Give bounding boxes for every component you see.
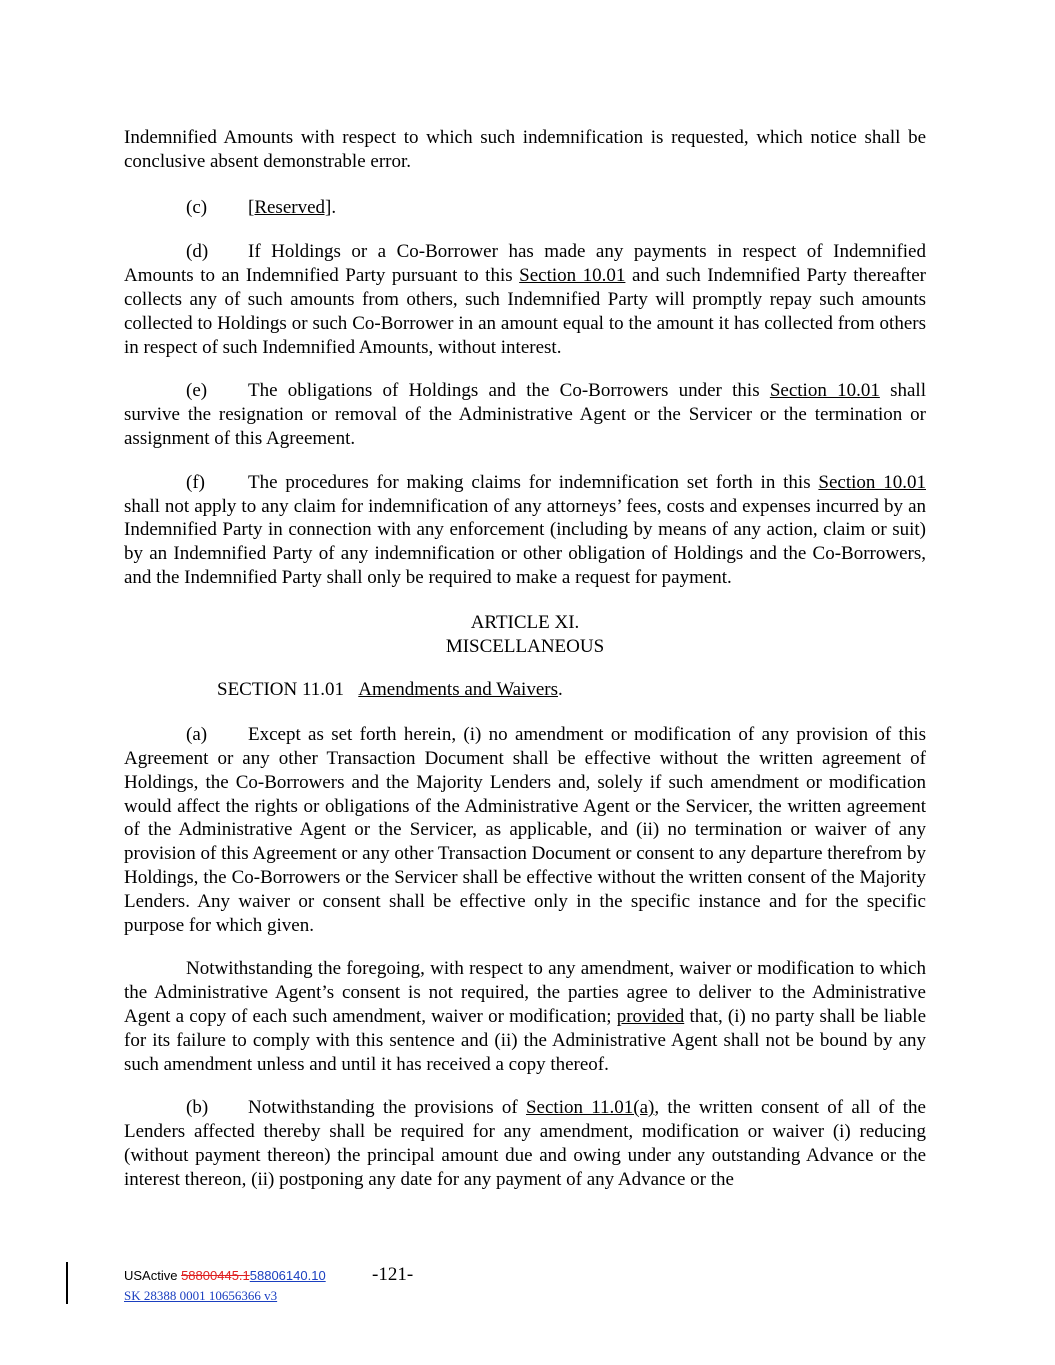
clause-label: (e) (186, 380, 208, 402)
clause-e: (e) The obligations of Holdings and the Co-Borrowers under this Section 10.01 shall survive the resignation or removal of the Administrative Agent or the Servicer or the termination or assignment of this Agreement. (124, 380, 926, 449)
section-title: Amendments and Waivers (358, 679, 558, 701)
provided-term: provided (616, 1005, 685, 1027)
footer-doc-number: USActive 58800445.158806140.10 (124, 1268, 326, 1283)
section-reference: Section 10.01 (818, 471, 926, 493)
section-reference: Section 10.01 (519, 265, 626, 287)
body-text (124, 126, 926, 1191)
clause-a: (a) Except as set forth herein, (i) no amendment or modification of any provision of this Agreement or any other Transaction Document shall be effective without the written agreement of Holdings, the Co-Borrowers and the Majority Lenders and, solely if such amendment or modification would affect the rights or obligations of the Administrative Agent or the Servicer, the written agreement of the Administrative Agent or the Servicer, as applicable, and (ii) no termination or waiver of any provision of this Agreement or any other Transaction Document or consent to any departure therefrom by Holdings, the Co-Borrowers or the Servicer shall be effective without the written consent of the Majority Lenders. Any waiver or consent shall be effective only in the specific instance and for the specific purpose for which given. (124, 724, 926, 936)
paragraph-notwithstanding: Notwithstanding the foregoing, with respect to any amendment, waiver or modification to which the Administrative Agent’s consent is not required, the parties agree to deliver to the Administrative Agent a copy of each such amendment, waiver or modification; provided that, (i) no party shall be liable for its failure to comply with this sentence and (ii) the Administrative Agent shall not be bound by any such amendment unless and until it has received a copy thereof. (124, 958, 927, 1075)
deleted-doc-number: 58800445.1 (181, 1268, 250, 1283)
section-reference: Section 11.01(a) (525, 1097, 655, 1119)
section-reference: Section 10.01 (769, 380, 880, 402)
clause-b: (b) Notwithstanding the provisions of Section 11.01(a), the written consent of all of the Lenders affected thereby shall be required for any amendment, modification or waiver (i) reducing (without payment thereon) the principal amount due and owing under any outstanding Advance or the interest thereon, (ii) postponing any date for any payment of any Advance or the (124, 1097, 926, 1190)
clause-label: (b) (186, 1097, 209, 1119)
paragraph-continuation: Indemnified Amounts with respect to which such indemnification is requested, which notice shall be conclusive absent demonstrable error. (124, 127, 926, 172)
clause-label: (f) (186, 471, 205, 493)
reserved-text: [Reserved] (248, 196, 332, 218)
clause-f: (f) The procedures for making claims for indemnification set forth in this Section 10.01 shall not apply to any claim for indemnification of any attorneys’ fees, costs and expenses incurred by an Indemnified Party in connection with any enforcement (including by means of any action, claim or suit) by an Indemnified Party of any indemnification or other obligation of Holdings and the Co-Borrowers, and the Indemnified Party shall only be required to make a request for payment. (124, 471, 926, 588)
clause-label: (d) (186, 241, 209, 263)
article-number: ARTICLE XI. (470, 611, 580, 633)
clause-c: (c) [Reserved]. (186, 196, 337, 218)
clause-label: (c) (186, 196, 208, 218)
inserted-doc-number: 58806140.10 (249, 1268, 326, 1283)
article-title: MISCELLANEOUS (445, 635, 605, 657)
footer-doc-id: SK 28388 0001 10656366 v3 (124, 1288, 278, 1303)
change-bar (66, 1262, 68, 1304)
clause-label: (a) (186, 724, 208, 746)
clause-d: (d) If Holdings or a Co-Borrower has made any payments in respect of Indemnified Amounts to an Indemnified Party pursuant to this Section 10.01 and such Indemnified Party thereafter collects any of such amounts from others, such Indemnified Party will promptly repay such amounts collected to Holdings or such Co-Borrower in an amount equal to the amount it has collected from others in respect of such Indemnified Amounts, without interest. (124, 241, 927, 358)
section-heading: SECTION 11.01 Amendments and Waivers. (217, 679, 563, 701)
page-number: -121- (372, 1264, 414, 1285)
